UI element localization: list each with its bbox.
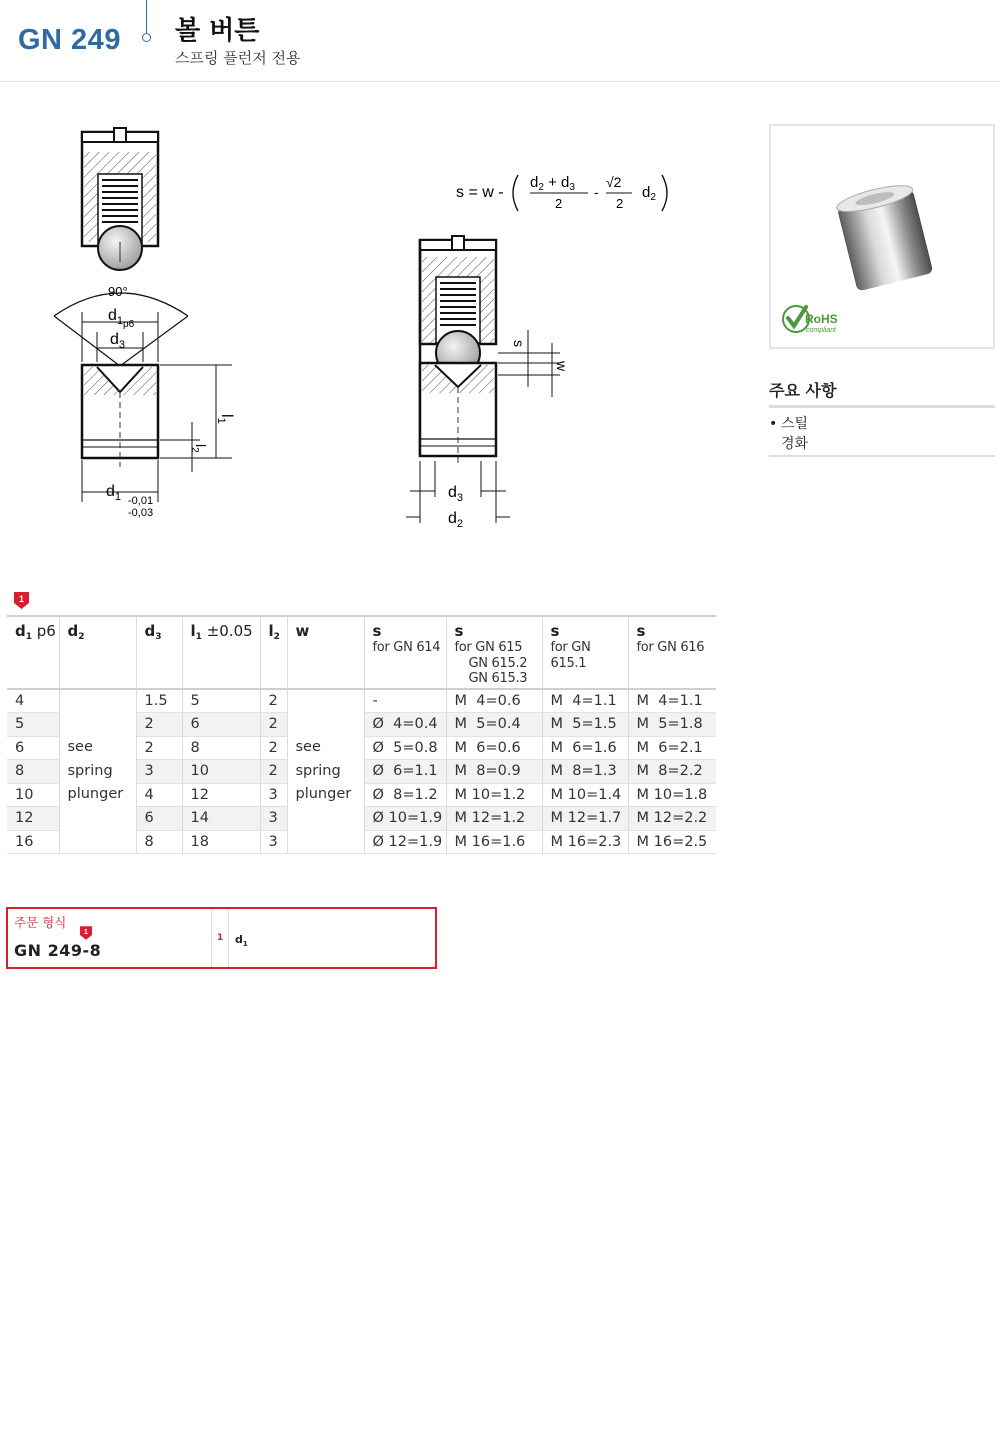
svg-text:s: s — [511, 340, 527, 347]
dimensions-table — [7, 615, 716, 854]
col-header-d1: $d_1$ p6 — [7, 616, 59, 689]
rohs-badge — [781, 301, 843, 341]
svg-text:compliant: compliant — [806, 327, 836, 334]
order-example-label: 주문 형식 — [14, 915, 67, 930]
table-row: 6 2 8 2 Ø 5=0.8 M 6=0.6 M 6=1.6 M 6=2.1 — [7, 736, 716, 760]
col-header-d2: $d_2$ — [59, 616, 136, 689]
col-header-l1: $l_1 \pm 0.05$ — [182, 616, 260, 689]
svg-text:2: 2 — [555, 196, 563, 211]
table-row: 5 2 6 2 Ø 4=0.4 M 5=0.4 M 5=1.5 M 5=1.8 — [7, 713, 716, 737]
table-row: 12 6 14 3 Ø 10=1.9 M 12=1.2 M 12=1.7 M 12=2.2 — [7, 807, 716, 831]
svg-text:l2: $l_2$ — [189, 444, 209, 453]
col-header-w: w — [287, 616, 364, 689]
angle-label: 90° — [108, 284, 128, 299]
order-field-number: 1 — [217, 933, 224, 943]
table-marker-icon — [14, 592, 29, 609]
key-features-bottom-rule — [769, 455, 995, 457]
svg-text:d3: $d_3$ — [110, 331, 126, 351]
key-features-list — [769, 414, 995, 454]
col-header-l2: $l_2$ — [260, 616, 287, 689]
table-row: 16 8 18 3 Ø 12=1.9 M 16=1.6 M 16=2.3 M 16=2.5 — [7, 830, 716, 854]
svg-text:d2: $d_2$ — [448, 510, 464, 530]
svg-text:l1: $l_1$ — [215, 414, 235, 424]
col-header-d3: $d_3$ — [136, 616, 182, 689]
table-row: 4 see spring plunger 1.5 5 2 see spring plunger - M 4=0.6 M 4=1.1 M 4=1.1 — [7, 689, 716, 713]
order-example-code: GN 249-8 — [14, 941, 102, 960]
header-divider-line — [146, 0, 147, 34]
svg-text:1: 1 — [84, 927, 88, 937]
table-header-row — [7, 616, 716, 689]
product-photo — [769, 124, 995, 349]
table-row: 10 4 12 3 Ø 8=1.2 M 10=1.2 M 10=1.4 M 10=1.8 — [7, 783, 716, 807]
svg-text:d2 + d3: $d_2 + d_3$ — [530, 174, 575, 193]
order-divider — [211, 909, 212, 967]
svg-text:d2: $d_2$ — [642, 184, 656, 203]
order-field-name: $d_1$ — [235, 933, 248, 949]
svg-text:d1p6: $d_1p6$ — [108, 307, 135, 330]
col-header-s-gn614: s for GN 614 — [364, 616, 446, 689]
order-divider — [228, 909, 229, 967]
page-title: 볼 버튼 — [175, 16, 260, 46]
product-code: GN 249 — [18, 24, 121, 56]
order-marker-icon — [80, 925, 92, 939]
col-header-s-gn615: s for GN 615 GN 615.2 GN 615.3 — [446, 616, 542, 689]
svg-text:-: - — [594, 184, 599, 200]
page-subtitle: 스프링 플런저 전용 — [175, 49, 301, 67]
svg-text:RoHS: RoHS — [805, 312, 838, 326]
key-feature-item: • 스틸 — [769, 416, 809, 432]
svg-text:w: w — [554, 361, 570, 372]
w-merged-note: see spring plunger — [287, 689, 364, 854]
table-row: 8 3 10 2 Ø 6=1.1 M 8=0.9 M 8=1.3 M 8=2.2 — [7, 760, 716, 784]
col-header-s-gn6151: s for GN 615.1 — [542, 616, 628, 689]
page-header — [0, 0, 1000, 82]
svg-text:-0,01: -0,01 — [128, 495, 154, 507]
col-header-s-gn616: s for GN 616 — [628, 616, 716, 689]
drawing-ball-button-dimensions — [40, 122, 250, 532]
svg-text:s = w -: s = w - — [456, 184, 504, 201]
order-example-box — [6, 907, 437, 969]
key-features-rule — [769, 405, 995, 408]
header-divider-dot — [142, 33, 151, 42]
key-feature-item: 경화 — [781, 436, 809, 452]
d2-merged-note: see spring plunger — [59, 689, 136, 854]
svg-text:2: 2 — [616, 196, 624, 211]
svg-text:d1: $d_1$ — [106, 483, 122, 503]
key-features-title: 주요 사항 — [769, 381, 837, 400]
svg-text:d3: $d_3$ — [448, 484, 464, 504]
svg-text:√2: √2 — [606, 174, 622, 190]
svg-text:-0,03: -0,03 — [128, 507, 154, 519]
drawing-assembly-formula — [400, 165, 690, 535]
svg-text:1: 1 — [18, 594, 25, 604]
